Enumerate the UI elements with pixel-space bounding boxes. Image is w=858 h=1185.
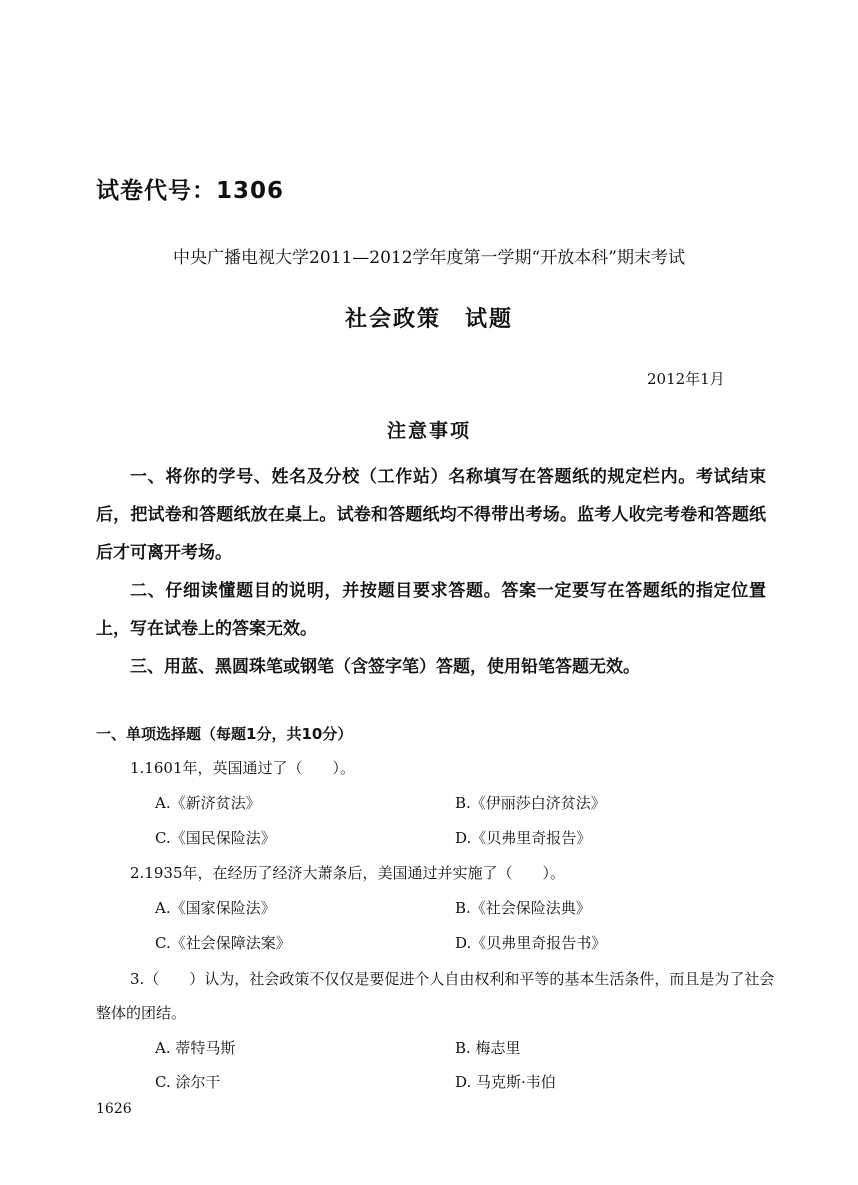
option-c: C.《社会保障法案》 — [155, 934, 291, 952]
option-d: D.《贝弗里奇报告》 — [455, 829, 592, 847]
notice-item: 二、仔细读懂题目的说明，并按题目要求答题。答案一定要写在答题纸的指定位置上，写在试卷上的答案无效。 — [96, 581, 766, 639]
option-b: B.《伊丽莎白济贫法》 — [455, 794, 606, 812]
question-stem — [96, 962, 776, 1030]
section-title: 一、单项选择题（每题1分，共10分） — [96, 725, 353, 743]
question-stem-text: 3.（ ）认为，社会政策不仅仅是要促进个人自由权利和平等的基本生活条件，而且是为了社会整体的团结。 — [96, 970, 775, 1022]
exam-code: 试卷代号：1306 — [96, 178, 285, 204]
page-title: 社会政策 试题 — [344, 307, 513, 332]
question-stem: 2.1935年，在经历了经济大萧条后，美国通过并实施了（ ）。 — [130, 864, 565, 882]
notice-item: 三、用蓝、黑圆珠笔或钢笔（含签字笔）答题，使用铅笔答题无效。 — [130, 657, 640, 677]
notice-section — [96, 458, 766, 686]
option-c: C. 涂尔干 — [155, 1073, 221, 1091]
option-d: D. 马克斯·韦伯 — [455, 1073, 556, 1091]
option-c: C.《国民保险法》 — [155, 829, 276, 847]
option-a: A. 蒂特马斯 — [155, 1039, 236, 1057]
question-stem: 1.1601年，英国通过了（ ）。 — [130, 759, 355, 777]
page-number: 1626 — [96, 1101, 132, 1117]
option-b: B. 梅志里 — [455, 1039, 521, 1057]
notice-item: 一、将你的学号、姓名及分校（工作站）名称填写在答题纸的规定栏内。考试结束后，把试卷和答题纸放在桌上。试卷和答题纸均不得带出考场。监考人收完考卷和答题纸后才可离开考场。 — [96, 467, 766, 563]
option-a: A.《国家保险法》 — [155, 899, 276, 917]
exam-date: 2012年1月 — [647, 370, 725, 388]
notice-heading: 注意事项 — [386, 420, 471, 442]
option-b: B.《社会保险法典》 — [455, 899, 591, 917]
option-d: D.《贝弗里奇报告书》 — [455, 934, 607, 952]
option-a: A.《新济贫法》 — [155, 794, 261, 812]
exam-header: 中央广播电视大学2011—2012学年度第一学期“开放本科”期末考试 — [173, 248, 685, 268]
